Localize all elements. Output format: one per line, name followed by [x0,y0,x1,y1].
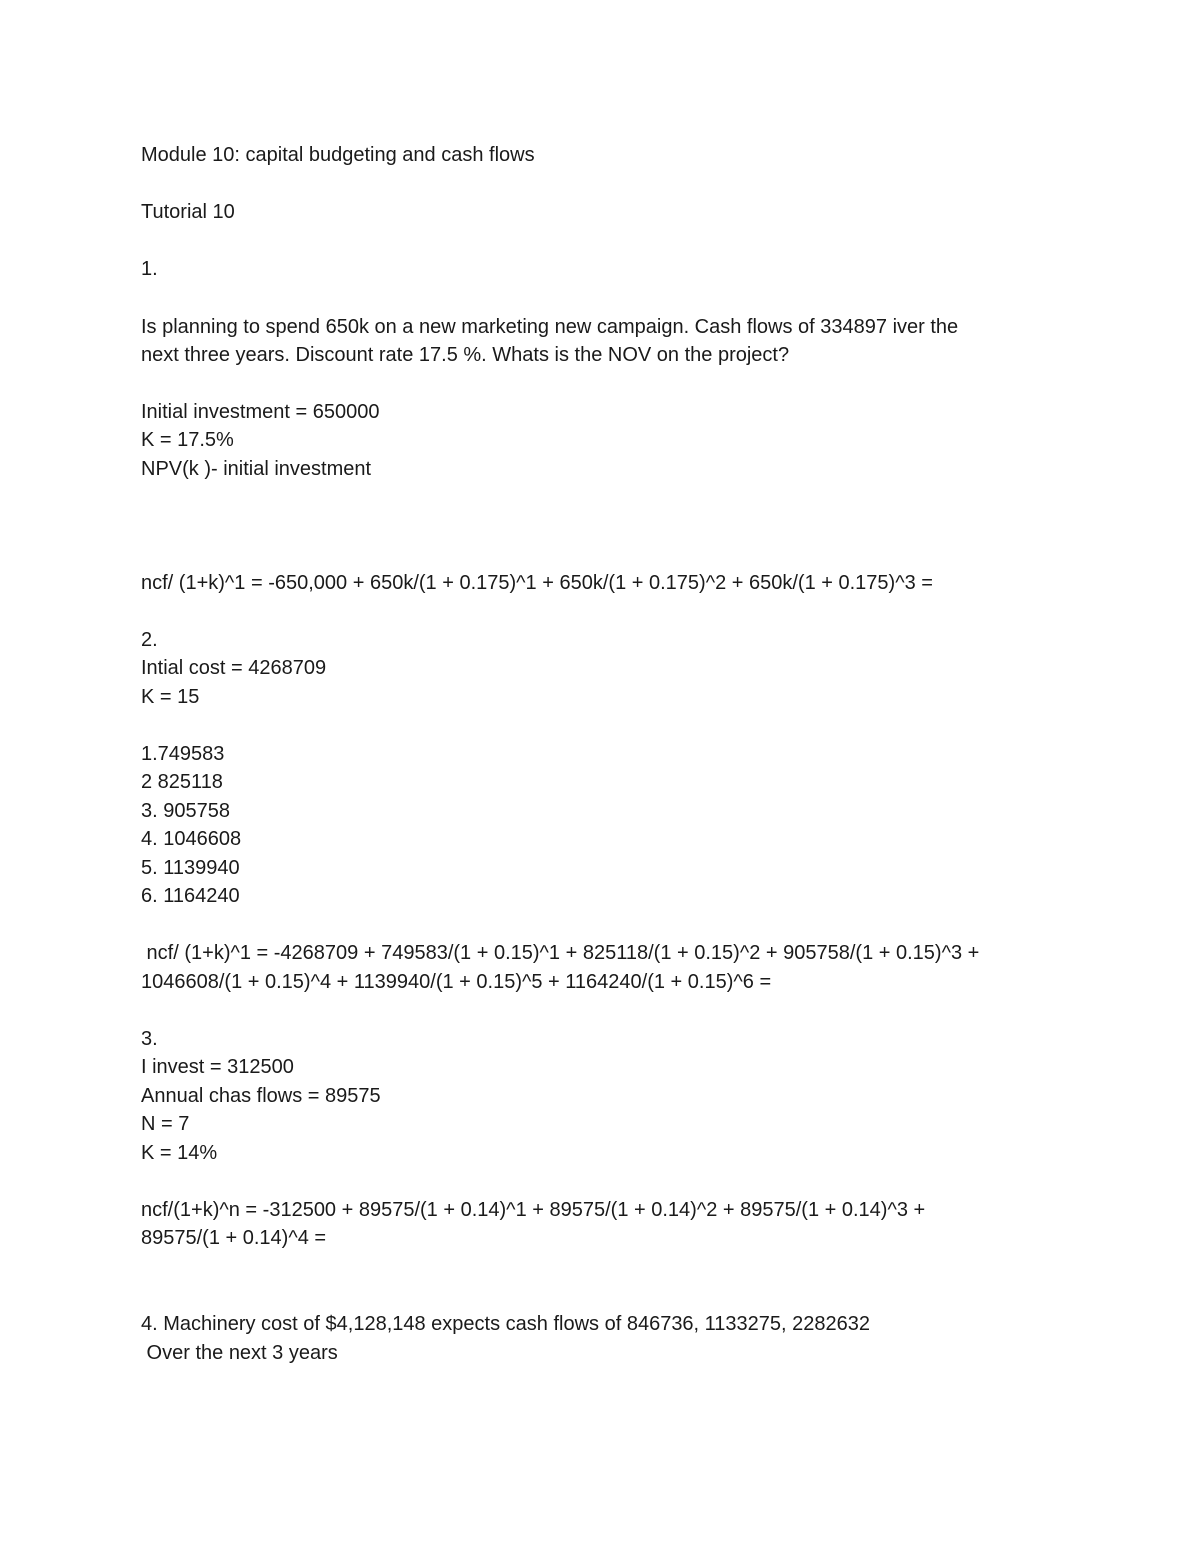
question-4-line-2: Over the next 3 years [141,1342,338,1364]
question-2-flow-6: 6. 1164240 [141,885,240,907]
module-title: Module 10: capital budgeting and cash flows [141,144,535,166]
question-3-number: 3. [141,1028,158,1050]
question-3-k: K = 14% [141,1142,218,1164]
question-1-initial-investment: Initial investment = 650000 [141,401,380,423]
question-2-k: K = 15 [141,686,200,708]
question-3-annual-flows: Annual chas flows = 89575 [141,1085,381,1107]
question-2-flow-2: 2 825118 [141,771,223,793]
question-1-formula: ncf/ (1+k)^1 = -650,000 + 650k/(1 + 0.175)^1 + 650k/(1 + 0.175)^2 + 650k/(1 + 0.175)^3 = [141,572,933,594]
question-2-formula-line-1: ncf/ (1+k)^1 = -4268709 + 749583/(1 + 0.15)^1 + 825118/(1 + 0.15)^2 + 905758/(1 + 0.15)^3 + [141,942,980,964]
question-1-k: K = 17.5% [141,429,234,451]
tutorial-heading: Tutorial 10 [141,201,235,223]
question-2-initial-cost: Intial cost = 4268709 [141,657,327,679]
question-1-npv: NPV(k )- initial investment [141,458,372,480]
question-2-formula-line-2: 1046608/(1 + 0.15)^4 + 1139940/(1 + 0.15)^5 + 1164240/(1 + 0.15)^6 = [141,971,772,993]
question-2-number: 2. [141,629,158,651]
question-2-flow-5: 5. 1139940 [141,857,240,879]
question-4-line-1: 4. Machinery cost of $4,128,148 expects cash flows of 846736, 1133275, 2282632 [141,1313,871,1335]
question-1-number: 1. [141,258,158,280]
question-1-text-line-2: next three years. Discount rate 17.5 %. Whats is the NOV on the project? [141,344,790,366]
question-2-flow-4: 4. 1046608 [141,828,242,850]
question-3-n: N = 7 [141,1113,190,1135]
question-3-formula-line-1: ncf/(1+k)^n = -312500 + 89575/(1 + 0.14)^1 + 89575/(1 + 0.14)^2 + 89575/(1 + 0.14)^3 + [141,1199,926,1221]
question-1-text-line-1: Is planning to spend 650k on a new marketing new campaign. Cash flows of 334897 iver the [141,316,959,338]
question-2-flow-3: 3. 905758 [141,800,230,822]
question-3-formula-line-2: 89575/(1 + 0.14)^4 = [141,1227,327,1249]
question-2-flow-1: 1.749583 [141,743,225,765]
question-3-invest: I invest = 312500 [141,1056,294,1078]
